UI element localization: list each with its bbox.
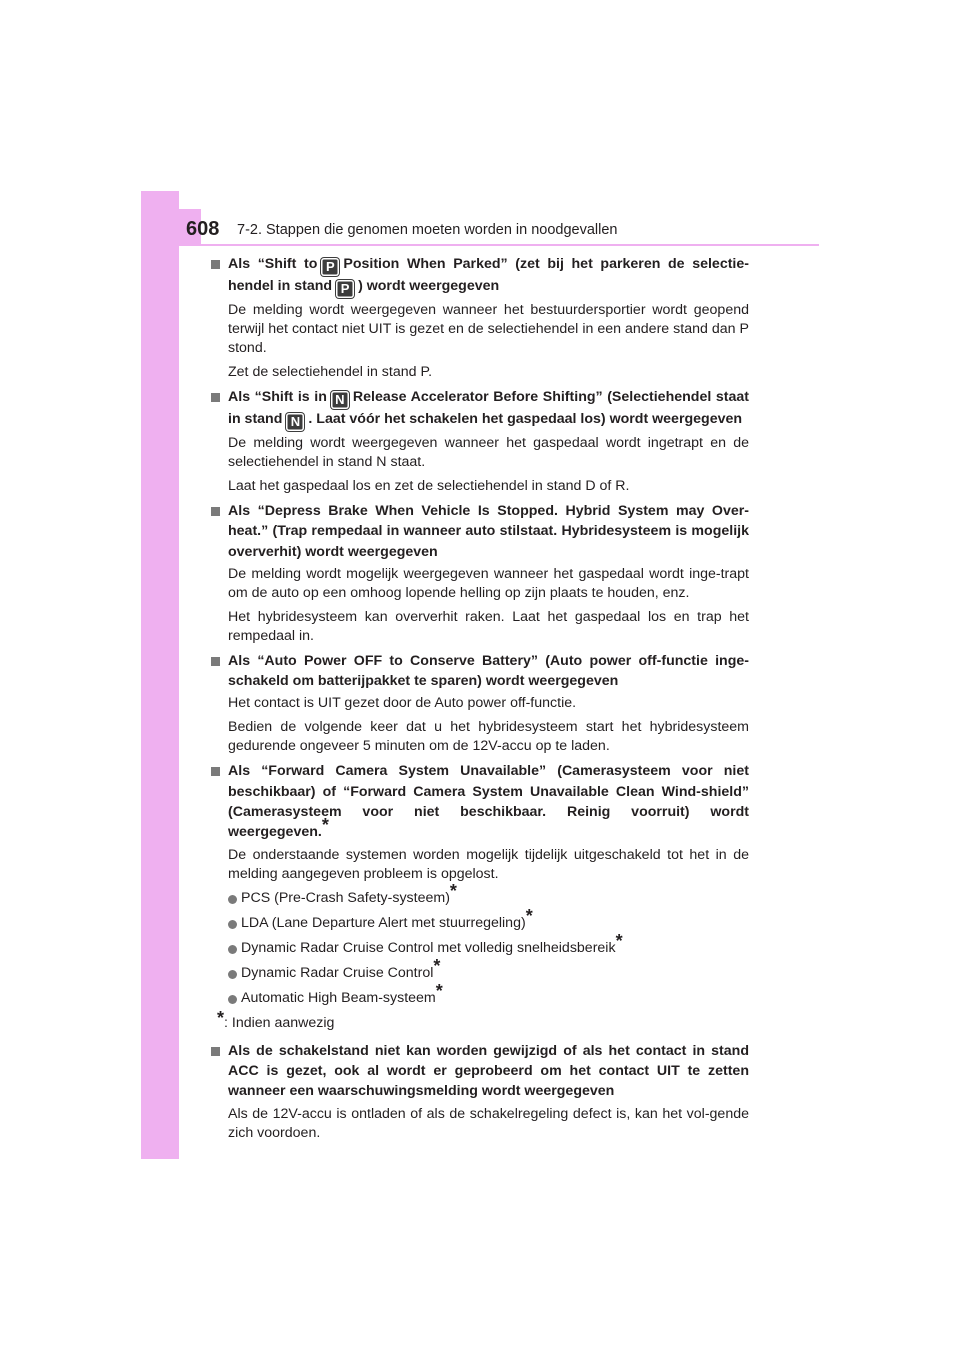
body-paragraph: Laat het gaspedaal los en zet de selectiehendel in stand D of R. bbox=[228, 478, 630, 494]
section-heading: Als “Depress Brake When Vehicle Is Stopped. Hybrid System may Over-heat.” (Trap rempedaal in wanneer auto stilstaat. Hybridesysteem is mogelijk oververhit) wordt weergegeven bbox=[228, 501, 749, 562]
n-gear-icon: N bbox=[331, 391, 349, 409]
square-bullet-icon bbox=[211, 767, 220, 776]
section-title: 7-2. Stappen die genomen moeten worden in noodgevallen bbox=[237, 222, 618, 238]
asterisk-mark: * bbox=[615, 930, 623, 951]
message-section-shift-position-cannot-change bbox=[211, 1041, 749, 1143]
list-item: Dynamic Radar Cruise Control* bbox=[228, 964, 749, 983]
page-content bbox=[211, 254, 749, 1148]
side-tab-bar bbox=[141, 191, 179, 1159]
square-bullet-icon bbox=[211, 1047, 220, 1056]
page-number: 608 bbox=[186, 218, 220, 240]
body-paragraph: De onderstaande systemen worden mogelijk tijdelijk uitgeschakeld tot het in de melding aangegeven probleem is opgelost. bbox=[228, 846, 749, 882]
list-item: Dynamic Radar Cruise Control met volledig snelheidsbereik* bbox=[228, 939, 749, 958]
section-heading: Als “Auto Power OFF to Conserve Battery” (Auto power off-functie inge-schakeld om batterijpakket te sparen) wordt weergegeven bbox=[228, 651, 749, 692]
square-bullet-icon bbox=[211, 657, 220, 666]
body-paragraph: Zet de selectiehendel in stand P. bbox=[228, 364, 433, 380]
body-paragraph: De melding wordt weergegeven wanneer het bestuurdersportier wordt geopend terwijl het contact niet UIT is gezet en de selectiehendel in een andere stand dan P stond. bbox=[228, 302, 749, 356]
section-heading: Als “Shift to P Position When Parked” (zet bij het parkeren de selectie-hendel in stand P ) wordt weergegeven bbox=[228, 254, 749, 298]
footnote: *: Indien aanwezig bbox=[217, 1007, 335, 1031]
n-gear-icon: N bbox=[286, 413, 304, 431]
round-bullet-icon bbox=[228, 945, 237, 954]
round-bullet-icon bbox=[228, 970, 237, 979]
square-bullet-icon bbox=[211, 393, 220, 402]
asterisk-mark: * bbox=[321, 815, 329, 836]
asterisk-mark: * bbox=[433, 955, 441, 976]
message-section-auto-power-off bbox=[211, 651, 749, 757]
list-item: Automatic High Beam-systeem* bbox=[228, 989, 749, 1008]
header-rule bbox=[141, 244, 819, 246]
section-heading: Als “Shift is in N Release Accelerator Before Shifting” (Selectiehendel staat in stand N . Laat vóór het schakelen het gaspedaal los) wordt weergegeven bbox=[228, 387, 749, 431]
list-item: LDA (Lane Departure Alert met stuurregeling)* bbox=[228, 914, 749, 933]
body-paragraph: Als de 12V-accu is ontladen of als de schakelregeling defect is, kan het vol-gende zich voordoen. bbox=[228, 1105, 749, 1141]
p-gear-icon: P bbox=[321, 258, 339, 276]
body-paragraph: Het hybridesysteem kan oververhit raken. Laat het gaspedaal los en trap het rempedaal in. bbox=[228, 608, 749, 644]
asterisk-mark: * bbox=[525, 905, 533, 926]
asterisk-mark: * bbox=[217, 1007, 225, 1028]
list-item: PCS (Pre-Crash Safety-systeem)* bbox=[228, 889, 749, 908]
p-gear-icon: P bbox=[336, 280, 354, 298]
asterisk-mark: * bbox=[449, 880, 457, 901]
section-heading: Als de schakelstand niet kan worden gewijzigd of als het contact in stand ACC is gezet, ook al wordt er geprobeerd om het contact UIT te zetten wanneer een waarschuwingsmelding wordt weergegeven bbox=[228, 1041, 749, 1102]
section-heading: Als “Forward Camera System Unavailable” (Camerasysteem voor niet beschikbaar) of “Forward Camera System Unavailable Clean Wind-shield” (Camerasysteem voor niet beschikbaar. Reinig voorruit) wordt weergegeven.* bbox=[228, 761, 749, 842]
body-paragraph: De melding wordt weergegeven wanneer het gaspedaal wordt ingetrapt en de selectiehendel in stand N staat. bbox=[228, 435, 749, 470]
square-bullet-icon bbox=[211, 260, 220, 269]
body-paragraph: Bedien de volgende keer dat u het hybridesysteem start het hybridesysteem gedurende ongeveer 5 minuten om de 12V-accu op te laden. bbox=[228, 719, 749, 755]
round-bullet-icon bbox=[228, 920, 237, 929]
message-section-shift-to-p bbox=[211, 254, 749, 382]
asterisk-mark: * bbox=[435, 980, 443, 1001]
round-bullet-icon bbox=[228, 995, 237, 1004]
round-bullet-icon bbox=[228, 895, 237, 904]
body-paragraph: De melding wordt mogelijk weergegeven wanneer het gaspedaal wordt inge-trapt om de auto op een omhoog lopende helling op zijn plaats te houden, enz. bbox=[228, 565, 749, 601]
square-bullet-icon bbox=[211, 507, 220, 516]
message-section-forward-camera bbox=[211, 761, 749, 1007]
message-section-shift-is-in-n bbox=[211, 387, 749, 496]
message-section-depress-brake bbox=[211, 501, 749, 646]
body-paragraph: Het contact is UIT gezet door de Auto power off-functie. bbox=[228, 695, 577, 712]
